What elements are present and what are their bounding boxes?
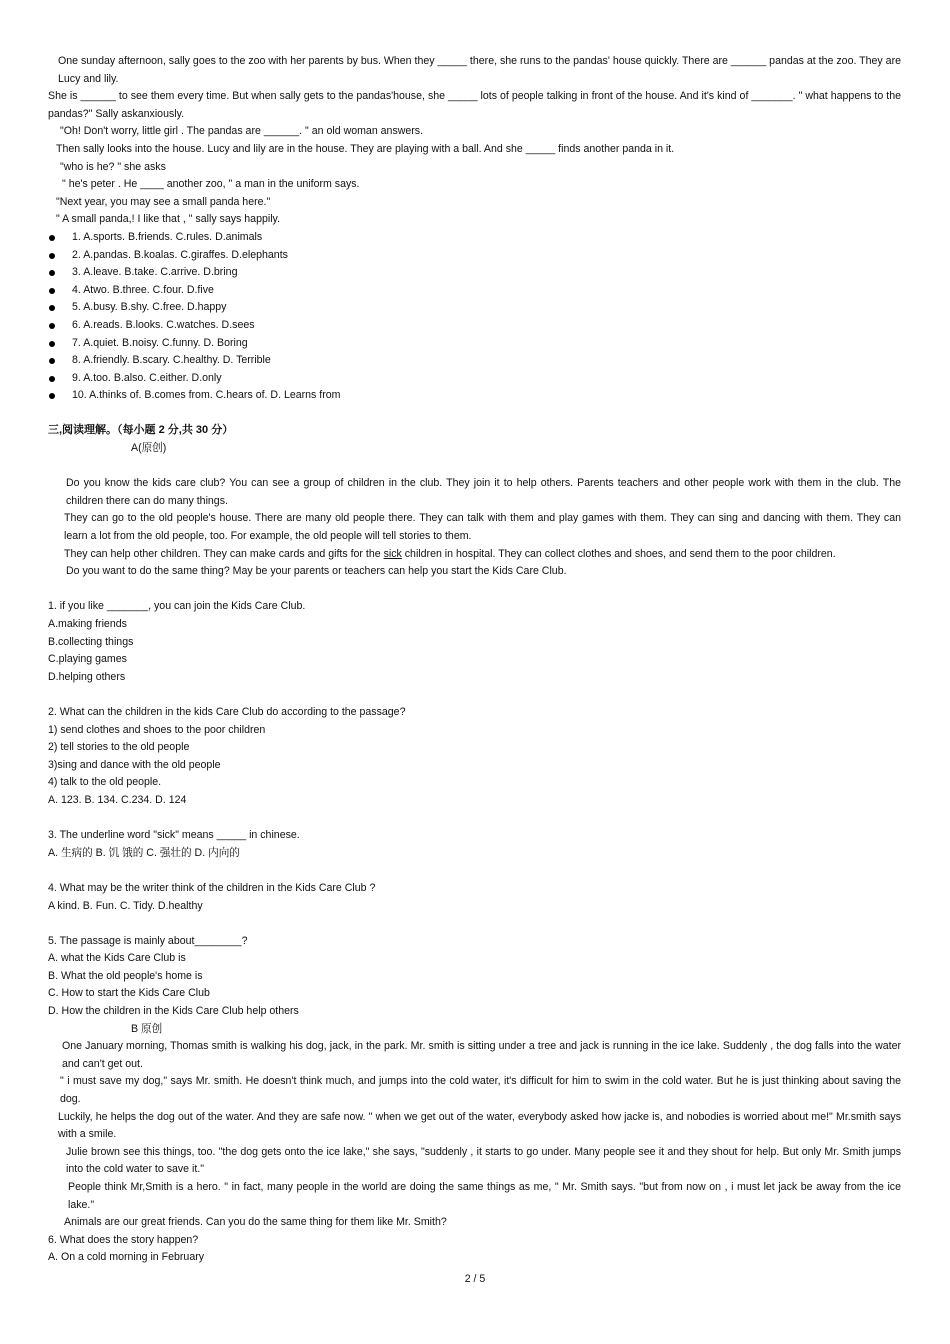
passage-b-paragraph: People think Mr,Smith is a hero. " in fact, many people in the world are doing the same things as me, " Mr. Smith says. "but from now on , i must let jack be away from the ice lake." xyxy=(68,1181,901,1211)
passage-b-paragraph: " i must save my dog," says Mr. smith. He doesn't think much, and jumps into the cold water, it's difficult for him to swim in the cold water. But he is just thinking about saving the dog. xyxy=(60,1075,901,1106)
passage-a-paragraph: Do you want to do the same thing? May be your parents or teachers can help you start the Kids Care Club. xyxy=(66,565,567,578)
underlined-word: sick xyxy=(383,547,402,560)
section-title: 三,阅读理解。（每小题 2 分,共 30 分） xyxy=(48,424,234,437)
cloze-paragraph: "Oh! Don't worry, little girl . The pandas are ______. " an old woman answers. xyxy=(60,125,424,138)
question-option: C. How to start the Kids Care Club xyxy=(48,987,210,1000)
cloze-paragraph: She is ______ to see them every time. But when sally gets to the pandas'house, she _____ lots of people talking in front of the house. And it's kind of _______. " what happens to the pandas?" Sally askanxiously. xyxy=(48,90,901,120)
passage-a-paragraph: They can go to the old people's house. There are many old people there. They can talk with them and play games with them. They can sing and dancing with them. They can learn a lot from the old people, too. For example, the old people will tell stories to them. xyxy=(64,512,901,543)
cloze-option: 8. A.friendly. B.scary. C.healthy. D. Terrible xyxy=(48,352,901,370)
cloze-paragraph: Then sally looks into the house. Lucy and lily are in the house. They are playing with a ball. And she _____ finds another panda in it. xyxy=(56,142,675,155)
passage-b-title: B 原创 xyxy=(131,1022,163,1035)
cloze-option: 5. A.busy. B.shy. C.free. D.happy xyxy=(48,299,901,317)
document-page xyxy=(48,53,901,1267)
cloze-option: 1. A.sports. B.friends. C.rules. D.animals xyxy=(48,229,901,247)
question-option: A. what the Kids Care Club is xyxy=(48,952,186,965)
question-option: A.making friends xyxy=(48,618,127,630)
passage-b-paragraph: One January morning, Thomas smith is walking his dog, jack, in the park. Mr. smith is sitting under a tree and jack is running in the ice lake. Suddenly , the dog falls into the water and can't get out. xyxy=(62,1040,901,1070)
cloze-option: 4. Atwo. B.three. C.four. D.five xyxy=(48,282,901,300)
question-option: D. How the children in the Kids Care Club help others xyxy=(48,1005,299,1018)
question-stem: 2. What can the children in the kids Care Club do according to the passage? xyxy=(48,705,406,718)
cloze-paragraph: " A small panda,! I like that , " sally says happily. xyxy=(56,213,281,226)
question-stem: 5. The passage is mainly about________? xyxy=(48,934,248,947)
cloze-paragraph: One sunday afternoon, sally goes to the zoo with her parents by bus. When they _____ there, she runs to the pandas' house quickly. There are ______ pandas at the zoo. They are Lucy and lily. xyxy=(58,55,901,85)
question-answers: A. 123. B. 134. C.234. D. 124 xyxy=(48,793,187,806)
passage-b-paragraph: Animals are our great friends. Can you do the same thing for them like Mr. Smith? xyxy=(64,1216,447,1229)
question-answers: A kind. B. Fun. C. Tidy. D.healthy xyxy=(48,899,203,912)
question-option: 2) tell stories to the old people xyxy=(48,741,190,754)
passage-a-paragraph: They can help other children. They can make cards and gifts for the sick children in hospital. They can collect clothes and shoes, and send them to the poor children. xyxy=(64,547,836,560)
cloze-option: 10. A.thinks of. B.comes from. C.hears of. D. Learns from xyxy=(48,387,901,405)
question-option: C.playing games xyxy=(48,653,127,666)
cloze-option: 2. A.pandas. B.koalas. C.giraffes. D.elephants xyxy=(48,247,901,265)
cloze-paragraph: " he's peter . He ____ another zoo, " a man in the uniform says. xyxy=(62,178,360,191)
question-stem: 3. The underline word "sick" means _____ in chinese. xyxy=(48,829,300,842)
question-option: B. What the old people's home is xyxy=(48,969,203,982)
cloze-option: 7. A.quiet. B.noisy. C.funny. D. Boring xyxy=(48,335,901,353)
question-stem: 4. What may be the writer think of the children in the Kids Care Club ? xyxy=(48,881,376,894)
question-answers: A. 生病的 B. 饥 饿的 C. 强壮的 D. 内向的 xyxy=(48,846,240,859)
cloze-paragraph: "Next year, you may see a small panda here." xyxy=(56,195,271,208)
question-option: 4) talk to the old people. xyxy=(48,776,162,789)
cloze-option: 3. A.leave. B.take. C.arrive. D.bring xyxy=(48,264,901,282)
passage-a-title: A(原创) xyxy=(131,442,167,455)
question-option: D.helping others xyxy=(48,670,126,683)
question-option: 1) send clothes and shoes to the poor children xyxy=(48,723,266,736)
question-option: B.collecting things xyxy=(48,635,134,648)
cloze-option: 9. A.too. B.also. C.either. D.only xyxy=(48,370,901,388)
question-option: A. On a cold morning in February xyxy=(48,1251,205,1264)
cloze-option: 6. A.reads. B.looks. C.watches. D.sees xyxy=(48,317,901,335)
cloze-paragraph: "who is he? " she asks xyxy=(60,160,166,173)
question-stem: 6. What does the story happen? xyxy=(48,1233,199,1246)
page-number: 2 / 5 xyxy=(464,1273,486,1285)
question-option: 3)sing and dance with the old people xyxy=(48,758,221,771)
passage-b-paragraph: Luckily, he helps the dog out of the water. And they are safe now. " when we get out of the water, everybody asked how jacke is, and nobodies is worried about me!" Mr.smith says with a smile. xyxy=(58,1110,901,1141)
passage-a-paragraph: Do you know the kids care club? You can see a group of children in the club. They join it to help others. Parents teachers and other people work with them in the club. The children there can do many things. xyxy=(66,477,901,507)
question-stem: 1. if you like _______, you can join the Kids Care Club. xyxy=(48,600,306,613)
passage-b-paragraph: Julie brown see this things, too. "the dog gets onto the ice lake," she says, "suddenly , it starts to go under. Many people see it and they shout for help. But only Mr. Smith jumps into the cold water to save it." xyxy=(66,1145,901,1176)
